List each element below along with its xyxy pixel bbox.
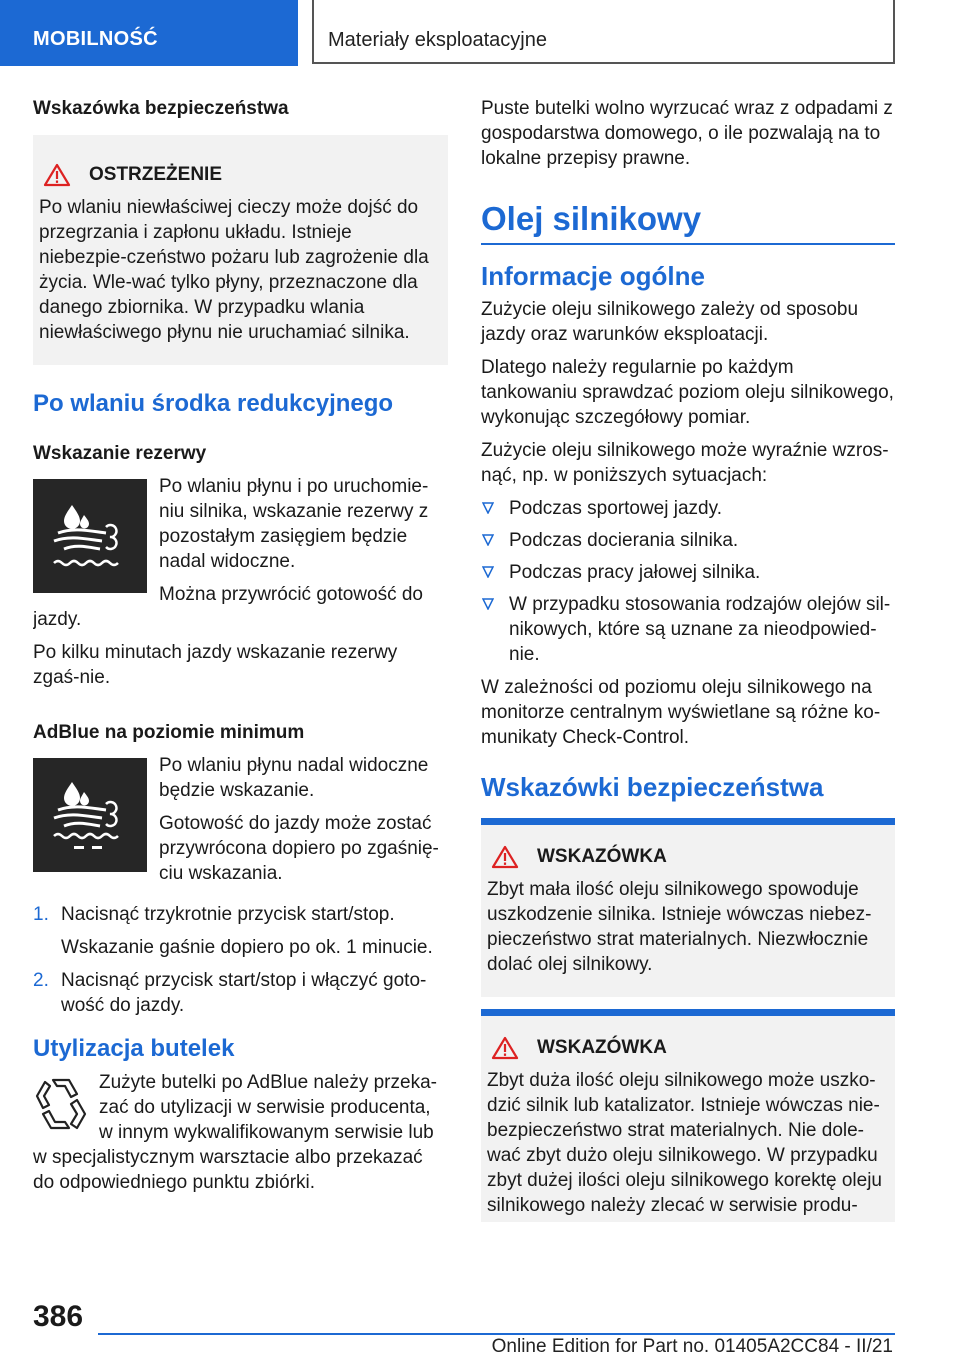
note-title-text: WSKAZÓWKA — [537, 846, 667, 867]
list-item — [481, 528, 895, 553]
minimum-p1: Po wlaniu płynu nadal widoczne będzie wskazanie. — [159, 755, 429, 801]
warning-box — [33, 135, 448, 365]
step-number: 1. — [33, 904, 49, 925]
step-text: Nacisnąć trzykrotnie przycisk start/stop. — [61, 904, 395, 925]
note-box-high-oil — [481, 1009, 895, 1222]
note-box-low-oil — [481, 818, 895, 997]
minimum-heading: AdBlue na poziomie minimum — [33, 722, 305, 743]
adblue-minimum-display-icon — [33, 758, 147, 872]
safety-heading: Wskazówka bezpieczeństwa — [33, 98, 289, 119]
list-item — [33, 902, 448, 960]
info-p4: W zależności od poziomu oleju silnikowego na monitorze centralnym wyświetlane są różne ko-munikaty Check-Control. — [481, 677, 881, 748]
note-title — [487, 1036, 887, 1060]
warning-triangle-icon — [491, 845, 519, 869]
bullet-triangle-icon — [482, 534, 494, 546]
edition-info: Online Edition for Part no. 01405A2CC84 - II/21 — [491, 1336, 893, 1357]
reserve-block — [33, 474, 448, 690]
info-p2: Dlatego należy regularnie po każdym tankowaniu sprawdzać poziom oleju silnikowego, wykonując szczegółowy pomiar. — [481, 357, 894, 428]
list-item — [481, 560, 895, 585]
reserve-p1: Po wlaniu płynu i po uruchomie-niu silnika, wskazanie rezerwy z pozostałym zasięgiem będzie nadal widoczne. — [159, 476, 429, 572]
info-p3: Zużycie oleju silnikowego może wyraźnie wzros-nąć, np. w poniższych sytuacjach: — [481, 440, 889, 486]
minimum-p2: Gotowość do jazdy może zostać przywrócona dopiero po zgaśnię-ciu wskazania. — [159, 813, 439, 884]
warning-triangle-icon — [491, 1036, 519, 1060]
engine-oil-heading: Olej silnikowy — [481, 199, 895, 245]
left-column — [33, 96, 448, 1211]
info-p1: Zużycie oleju silnikowego zależy od sposobu jazdy oraz warunków eksploatacji. — [481, 299, 859, 345]
situation-text: Podczas sportowej jazdy. — [509, 498, 722, 519]
situation-text: Podczas docierania silnika. — [509, 530, 739, 551]
situation-text: W przypadku stosowania rodzajów olejów sil-nikowych, które są uznane za nieodpowied-nie. — [509, 594, 891, 665]
situations-list — [481, 496, 895, 667]
note-title-text: WSKAZÓWKA — [537, 1037, 667, 1058]
section-tab: MOBILNOŚĆ — [0, 0, 298, 66]
step-subtext: Wskazanie gaśnie dopiero po ok. 1 minucie. — [61, 937, 433, 958]
note-text: Zbyt mała ilość oleju silnikowego spowoduje uszkodzenie silnika. Istnieje wówczas niebez-pieczeństwo strat materialnych. Niezwłocznie dolać olej silnikowy. — [487, 879, 872, 975]
bullet-triangle-icon — [482, 598, 494, 610]
after-refill-heading: Po wlaniu środka redukcyjnego — [33, 390, 394, 417]
situation-text: Podczas pracy jałowej silnika. — [509, 562, 761, 583]
bullet-triangle-icon — [482, 502, 494, 514]
note-title — [487, 845, 887, 869]
note-text: Zbyt duża ilość oleju silnikowego może uszko-dzić silnik lub katalizator. Istnieje wówczas nie-bezpieczeństwo strat materialnych. Nie dole-wać zbyt dużo oleju silnikowego. W przypadku zbyt dużej ilości oleju silnikowego korektę oleju silnikowego należy zlecać w serwisie produ- — [487, 1070, 882, 1216]
reserve-heading: Wskazanie rezerwy — [33, 443, 207, 464]
step-number: 2. — [33, 970, 49, 991]
list-item — [33, 968, 448, 1018]
chapter-title: Materiały eksploatacyjne — [312, 0, 895, 64]
adblue-reserve-display-icon — [33, 479, 147, 593]
minimum-block — [33, 753, 448, 894]
list-item — [481, 592, 895, 667]
bullet-triangle-icon — [482, 566, 494, 578]
disposal-note: Puste butelki wolno wyrzucać wraz z odpadami z gospodarstwa domowego, o ile pozwalają na to lokalne przepisy prawne. — [481, 98, 893, 169]
reserve-p3: Po kilku minutach jazdy wskazanie rezerwy zgaś-nie. — [33, 642, 398, 688]
safety-notes-heading: Wskazówki bezpieczeństwa — [481, 772, 824, 802]
warning-title — [39, 163, 440, 187]
page-header — [0, 0, 960, 66]
disposal-text: Zużyte butelki po AdBlue należy przeka-zać do utylizacji w serwisie producenta, w innym wykwalifikowanym serwisie lub w specjalistycznym warsztacie albo przekazać do odpowiedniego punktu zbiórki. — [33, 1072, 437, 1193]
page-number: 386 — [33, 1300, 84, 1333]
recycle-icon — [33, 1074, 89, 1134]
reserve-p2: Można przywrócić gotowość do jazdy. — [33, 584, 423, 630]
disposal-block — [33, 1070, 448, 1203]
footer-divider — [98, 1333, 895, 1335]
right-column — [481, 96, 895, 1222]
warning-triangle-icon — [43, 163, 71, 187]
general-info-heading: Informacje ogólne — [481, 261, 705, 291]
list-item — [481, 496, 895, 521]
warning-title-text: OSTRZEŻENIE — [89, 164, 223, 185]
steps-list — [33, 902, 448, 1018]
warning-text: Po wlaniu niewłaściwej cieczy może dojść do przegrzania i zapłonu układu. Istnieje niebezpie-czeństwo pożaru lub zagrożenie dla życia. Wle-wać tylko płyny, przeznaczone dla danego zbiornika. W przypadku wlania niewłaściwego płynu nie uruchamiać silnika. — [39, 197, 429, 343]
step-text: Nacisnąć przycisk start/stop i włączyć goto-wość do jazdy. — [61, 970, 427, 1016]
disposal-heading: Utylizacja butelek — [33, 1035, 235, 1062]
